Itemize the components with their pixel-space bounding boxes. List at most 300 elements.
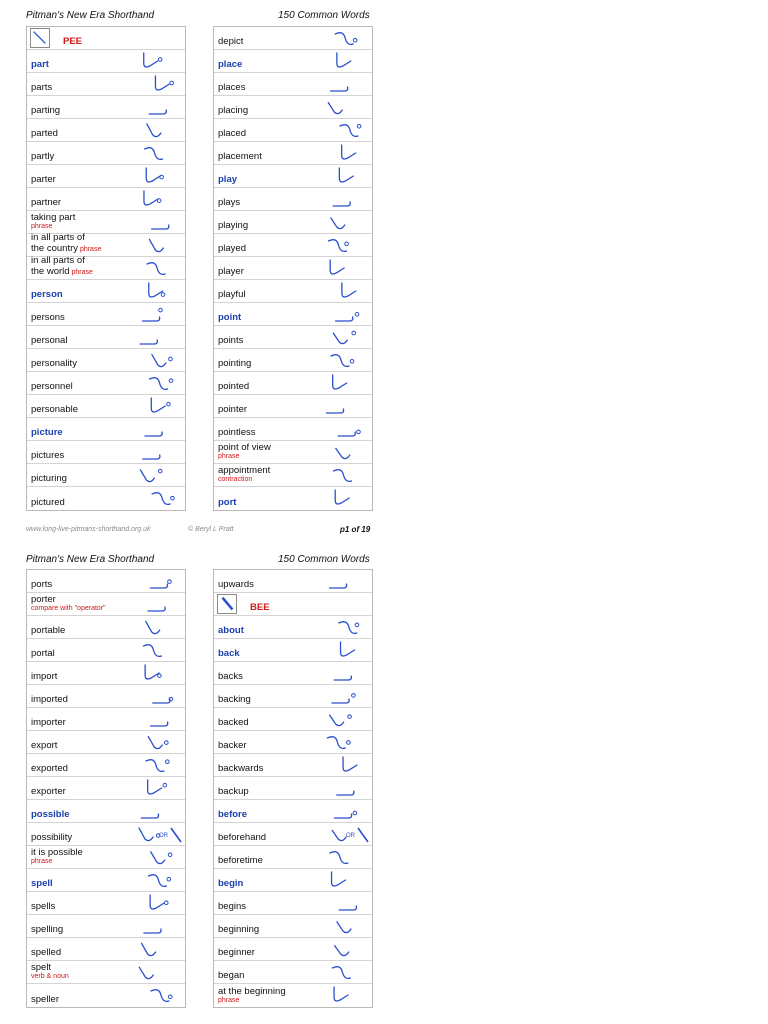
shorthand-outline (129, 594, 183, 615)
outline-stroke (332, 699, 349, 703)
word-label (31, 82, 129, 93)
list-item (214, 961, 372, 984)
shorthand-outline (316, 212, 370, 233)
shorthand-outline (316, 778, 370, 799)
shorthand-outline (129, 442, 183, 463)
header-right: 150 Common Words (278, 554, 370, 565)
list-item (27, 777, 185, 800)
shorthand-outline (316, 640, 370, 661)
outline-stroke (148, 737, 162, 749)
outline-stroke (330, 852, 348, 864)
word-label (218, 832, 316, 843)
word-label (218, 404, 316, 415)
shorthand-outline (129, 962, 183, 983)
list-item (27, 96, 185, 119)
list-item (27, 280, 185, 303)
word-label (31, 648, 129, 659)
outline-circle (167, 877, 171, 881)
list-item (27, 257, 185, 280)
word-label (31, 59, 129, 70)
word-label (218, 878, 316, 889)
word-text: imported (31, 694, 68, 705)
outline-stroke (152, 225, 169, 229)
outline-circle (352, 331, 356, 335)
list-item (214, 165, 372, 188)
footer-copyright: © Beryl L Pratt (188, 526, 234, 533)
outline-stroke (139, 828, 153, 841)
outline-circle (165, 741, 169, 745)
word-label (218, 36, 316, 47)
list-item (27, 938, 185, 961)
outline-stroke (141, 814, 158, 818)
outline-stroke (337, 922, 351, 933)
outline-circle (158, 58, 162, 62)
shorthand-outline (129, 281, 183, 302)
word-label (31, 671, 129, 682)
word-text: backwards (218, 763, 264, 774)
word-text: backs (218, 671, 243, 682)
outline-stroke (335, 490, 349, 504)
word-text: upwards (218, 579, 254, 590)
list-item (214, 50, 372, 73)
shorthand-outline (316, 442, 370, 463)
outline-stroke (326, 409, 343, 413)
outline-circle (353, 811, 357, 815)
shorthand-outline (316, 709, 370, 730)
shorthand-outline (129, 847, 183, 868)
outline-stroke (339, 168, 353, 182)
outline-stroke (147, 263, 165, 275)
shorthand-outline (129, 396, 183, 417)
shorthand-outline (316, 419, 370, 440)
word-text: portable (31, 625, 66, 636)
outline-circle (158, 469, 162, 473)
outline-stroke (332, 872, 346, 886)
outline-circle (347, 741, 351, 745)
outline-stroke (147, 124, 161, 137)
header-left: Pitman's New Era Shorthand (26, 554, 155, 565)
or-label: OR (346, 833, 355, 839)
word-text: personable (31, 404, 79, 415)
list-item (27, 418, 185, 441)
shorthand-outline (316, 350, 370, 371)
word-text: importer (31, 717, 66, 728)
outline-stroke (149, 110, 166, 114)
outline-stroke (329, 584, 346, 588)
outline-circle (169, 379, 173, 383)
outline-stroke (331, 87, 348, 91)
word-text: parts (31, 82, 53, 93)
word-label (218, 648, 316, 659)
word-text: part (31, 59, 49, 70)
word-label (218, 717, 316, 728)
shorthand-outline (316, 824, 370, 845)
list-item (27, 800, 185, 823)
shorthand-outline (129, 258, 183, 279)
word-label (31, 924, 129, 935)
shorthand-outline (316, 663, 370, 684)
stroke-glyph (31, 29, 49, 47)
word-text: ports (31, 579, 53, 590)
list-item (214, 257, 372, 280)
shorthand-outline (129, 985, 183, 1006)
word-text: begins (218, 901, 246, 912)
list-item (214, 708, 372, 731)
outline-circle (357, 124, 361, 128)
shorthand-outline (129, 801, 183, 822)
word-label (31, 579, 129, 590)
outline-stroke (343, 757, 357, 771)
word-text: playful (218, 289, 246, 300)
outline-circle (348, 715, 352, 719)
stroke-glyph (218, 595, 236, 613)
shorthand-outline (129, 778, 183, 799)
shorthand-outline (316, 870, 370, 891)
outline-stroke (146, 168, 160, 182)
shorthand-outline (129, 939, 183, 960)
list-item (214, 96, 372, 119)
word-label (218, 442, 316, 461)
list-item (27, 395, 185, 418)
word-text: parting (31, 105, 61, 116)
outline-stroke (142, 317, 159, 321)
word-text: point of view (218, 442, 271, 453)
outline-circle (171, 496, 175, 500)
word-text: partly (31, 151, 55, 162)
word-label (31, 212, 129, 231)
shorthand-outline (316, 143, 370, 164)
outline-stroke (342, 145, 356, 159)
list-item (27, 984, 185, 1007)
word-label (218, 174, 316, 185)
shorthand-outline (129, 97, 183, 118)
outline-stroke (142, 943, 156, 955)
shorthand-outline (129, 51, 183, 72)
page-2 (0, 544, 768, 1024)
outline-stroke (330, 260, 344, 274)
list-item (214, 395, 372, 418)
or-label: OR (159, 833, 168, 839)
list-item (27, 165, 185, 188)
outline-circle (170, 81, 174, 85)
word-text: beforehand (218, 832, 267, 843)
list-item (214, 915, 372, 938)
shorthand-outline (316, 686, 370, 707)
shorthand-outline (129, 304, 183, 325)
outline-stroke (334, 676, 351, 680)
word-text: pointless (218, 427, 256, 438)
shorthand-outline (129, 373, 183, 394)
list-item (214, 593, 372, 616)
word-text: parted (31, 128, 58, 139)
shorthand-outline (129, 120, 183, 141)
list-item (27, 441, 185, 464)
word-text: placing (218, 105, 249, 116)
word-text: placement (218, 151, 262, 162)
shorthand-outline (316, 617, 370, 638)
list-item (27, 303, 185, 326)
outline-stroke (333, 202, 350, 206)
outline-stroke (148, 875, 166, 887)
word-label (31, 786, 129, 797)
outline-stroke (140, 470, 154, 482)
word-label (218, 151, 316, 162)
list-item (27, 211, 185, 234)
list-item (27, 464, 185, 487)
word-text: backer (218, 740, 247, 751)
list-item (214, 800, 372, 823)
outline-stroke (331, 355, 349, 367)
word-label (31, 255, 129, 277)
list-item (27, 570, 185, 593)
outline-stroke (342, 283, 356, 297)
word-label (218, 312, 316, 323)
outline-circle (164, 901, 168, 905)
shorthand-outline (316, 97, 370, 118)
list-item (27, 892, 185, 915)
word-text: places (218, 82, 246, 93)
word-text: began (218, 970, 245, 981)
outline-circle (159, 308, 163, 312)
list-item (27, 685, 185, 708)
list-item (27, 372, 185, 395)
list-item (214, 27, 372, 50)
word-label (31, 878, 129, 889)
word-text: pointing (218, 358, 252, 369)
word-text: pictured (31, 497, 65, 508)
shorthand-outline (316, 465, 370, 486)
shorthand-outline (316, 396, 370, 417)
shorthand-outline (316, 258, 370, 279)
list-item (27, 142, 185, 165)
outline-stroke (151, 722, 168, 726)
word-label (218, 105, 316, 116)
outline-stroke (334, 470, 352, 482)
shorthand-outline (316, 120, 370, 141)
word-label (31, 497, 129, 508)
word-label (31, 740, 129, 751)
word-label (218, 809, 316, 820)
word-text: playing (218, 220, 249, 231)
outline-circle (345, 242, 349, 246)
list-item (27, 234, 185, 257)
word-label (218, 786, 316, 797)
shorthand-outline (129, 686, 183, 707)
list-item (27, 823, 185, 846)
word-text: played (218, 243, 246, 254)
list-item (27, 188, 185, 211)
word-label (31, 151, 129, 162)
word-label (218, 855, 316, 866)
word-label (218, 266, 316, 277)
word-label (31, 128, 129, 139)
shorthand-outline (316, 962, 370, 983)
word-label (218, 335, 316, 346)
shorthand-outline (316, 373, 370, 394)
shorthand-outline (129, 640, 183, 661)
word-text: possibility (31, 832, 73, 843)
outline-stroke (330, 715, 344, 725)
list-item (27, 731, 185, 754)
word-text: before (218, 809, 248, 820)
shorthand-outline (316, 939, 370, 960)
outline-circle (168, 853, 172, 857)
outline-stroke (146, 621, 160, 633)
shorthand-outline (316, 488, 370, 509)
list-item (27, 487, 185, 510)
list-item (27, 593, 185, 616)
list-item (214, 731, 372, 754)
word-text: export (31, 740, 58, 751)
list-item (27, 915, 185, 938)
word-text: beginning (218, 924, 260, 935)
outline-stroke (144, 929, 161, 933)
outline-stroke (327, 737, 345, 749)
word-note: phrase (31, 223, 53, 230)
outline-stroke-alt (171, 828, 181, 842)
word-text: persons (31, 312, 65, 323)
word-label (218, 924, 316, 935)
word-label (218, 197, 316, 208)
list-item (214, 938, 372, 961)
word-column-2 (213, 569, 373, 1008)
outline-stroke (148, 607, 165, 611)
shorthand-outline (316, 571, 370, 592)
shorthand-outline (316, 281, 370, 302)
outline-stroke (333, 333, 347, 343)
word-column-1 (26, 26, 186, 511)
word-text: at the beginning (218, 986, 286, 997)
word-text: exported (31, 763, 68, 774)
word-label (31, 994, 129, 1005)
word-text: personnel (31, 381, 73, 392)
word-text: spelling (31, 924, 64, 935)
list-item (214, 846, 372, 869)
word-text: back (218, 648, 240, 659)
word-text: porter (31, 594, 56, 605)
word-text: personal (31, 335, 68, 346)
outline-circle (160, 175, 164, 179)
list-item (27, 846, 185, 869)
word-label (218, 740, 316, 751)
outline-stroke (332, 967, 350, 979)
outline-stroke (139, 967, 153, 978)
word-label (218, 289, 316, 300)
word-note: phrase (218, 453, 240, 460)
list-item (27, 869, 185, 892)
word-label (31, 947, 129, 958)
outline-stroke (328, 240, 346, 252)
list-item (214, 418, 372, 441)
footer-url: www.long-live-pitmans-shorthand.org.uk (26, 526, 151, 533)
shorthand-outline (129, 755, 183, 776)
shorthand-outline (129, 488, 183, 509)
word-text: picture (31, 427, 63, 438)
word-text: beginner (218, 947, 255, 958)
shorthand-outline (129, 824, 183, 845)
list-item (214, 464, 372, 487)
outline-circle (357, 430, 361, 434)
outline-circle (355, 313, 359, 317)
word-label (31, 901, 129, 912)
word-label (31, 358, 129, 369)
word-text: placed (218, 128, 246, 139)
word-text: taking part (31, 212, 76, 223)
list-item (27, 639, 185, 662)
word-label (31, 105, 129, 116)
word-text: in all parts of the world (31, 255, 85, 277)
shorthand-outline (129, 74, 183, 95)
shorthand-outline (129, 327, 183, 348)
outline-stroke (328, 103, 342, 114)
word-label (31, 174, 129, 185)
word-text: possible (31, 809, 70, 820)
word-label (63, 36, 129, 47)
list-item (214, 777, 372, 800)
word-text: pointed (218, 381, 250, 392)
word-note: compare with "operator" (31, 605, 106, 612)
outline-circle (158, 674, 162, 678)
shorthand-outline (129, 571, 183, 592)
outline-stroke (150, 584, 167, 588)
word-text: spelled (31, 947, 62, 958)
word-label (31, 473, 129, 484)
list-item (214, 662, 372, 685)
word-text: personality (31, 358, 77, 369)
word-label (31, 809, 129, 820)
word-text: backing (218, 694, 251, 705)
list-item (214, 349, 372, 372)
list-item (27, 349, 185, 372)
list-item (214, 639, 372, 662)
outline-stroke (145, 148, 163, 160)
word-text: it is possible (31, 847, 83, 858)
outline-stroke (143, 645, 161, 657)
word-note: phrase (78, 246, 102, 253)
outline-stroke (145, 665, 159, 679)
outline-circle (355, 623, 359, 627)
outline-circle (166, 760, 170, 764)
outline-circle (353, 38, 357, 42)
list-item (214, 234, 372, 257)
shorthand-outline (129, 143, 183, 164)
list-item (27, 73, 185, 96)
shorthand-outline (316, 74, 370, 95)
shorthand-outline (316, 847, 370, 868)
shorthand-outline (129, 419, 183, 440)
outline-stroke (140, 340, 157, 344)
word-text: port (218, 497, 237, 508)
shorthand-outline (316, 801, 370, 822)
list-item (214, 188, 372, 211)
list-item (214, 616, 372, 639)
word-label (218, 625, 316, 636)
word-label (218, 381, 316, 392)
list-item (214, 280, 372, 303)
word-text: point (218, 312, 242, 323)
word-label (218, 497, 316, 508)
word-label (218, 763, 316, 774)
outline-circle (168, 580, 172, 584)
outline-stroke (334, 987, 348, 1001)
stroke-line (223, 598, 233, 610)
list-item (27, 50, 185, 73)
word-label (218, 358, 316, 369)
outline-stroke (144, 53, 158, 67)
word-label (31, 197, 129, 208)
list-item (214, 372, 372, 395)
list-item (214, 984, 372, 1007)
